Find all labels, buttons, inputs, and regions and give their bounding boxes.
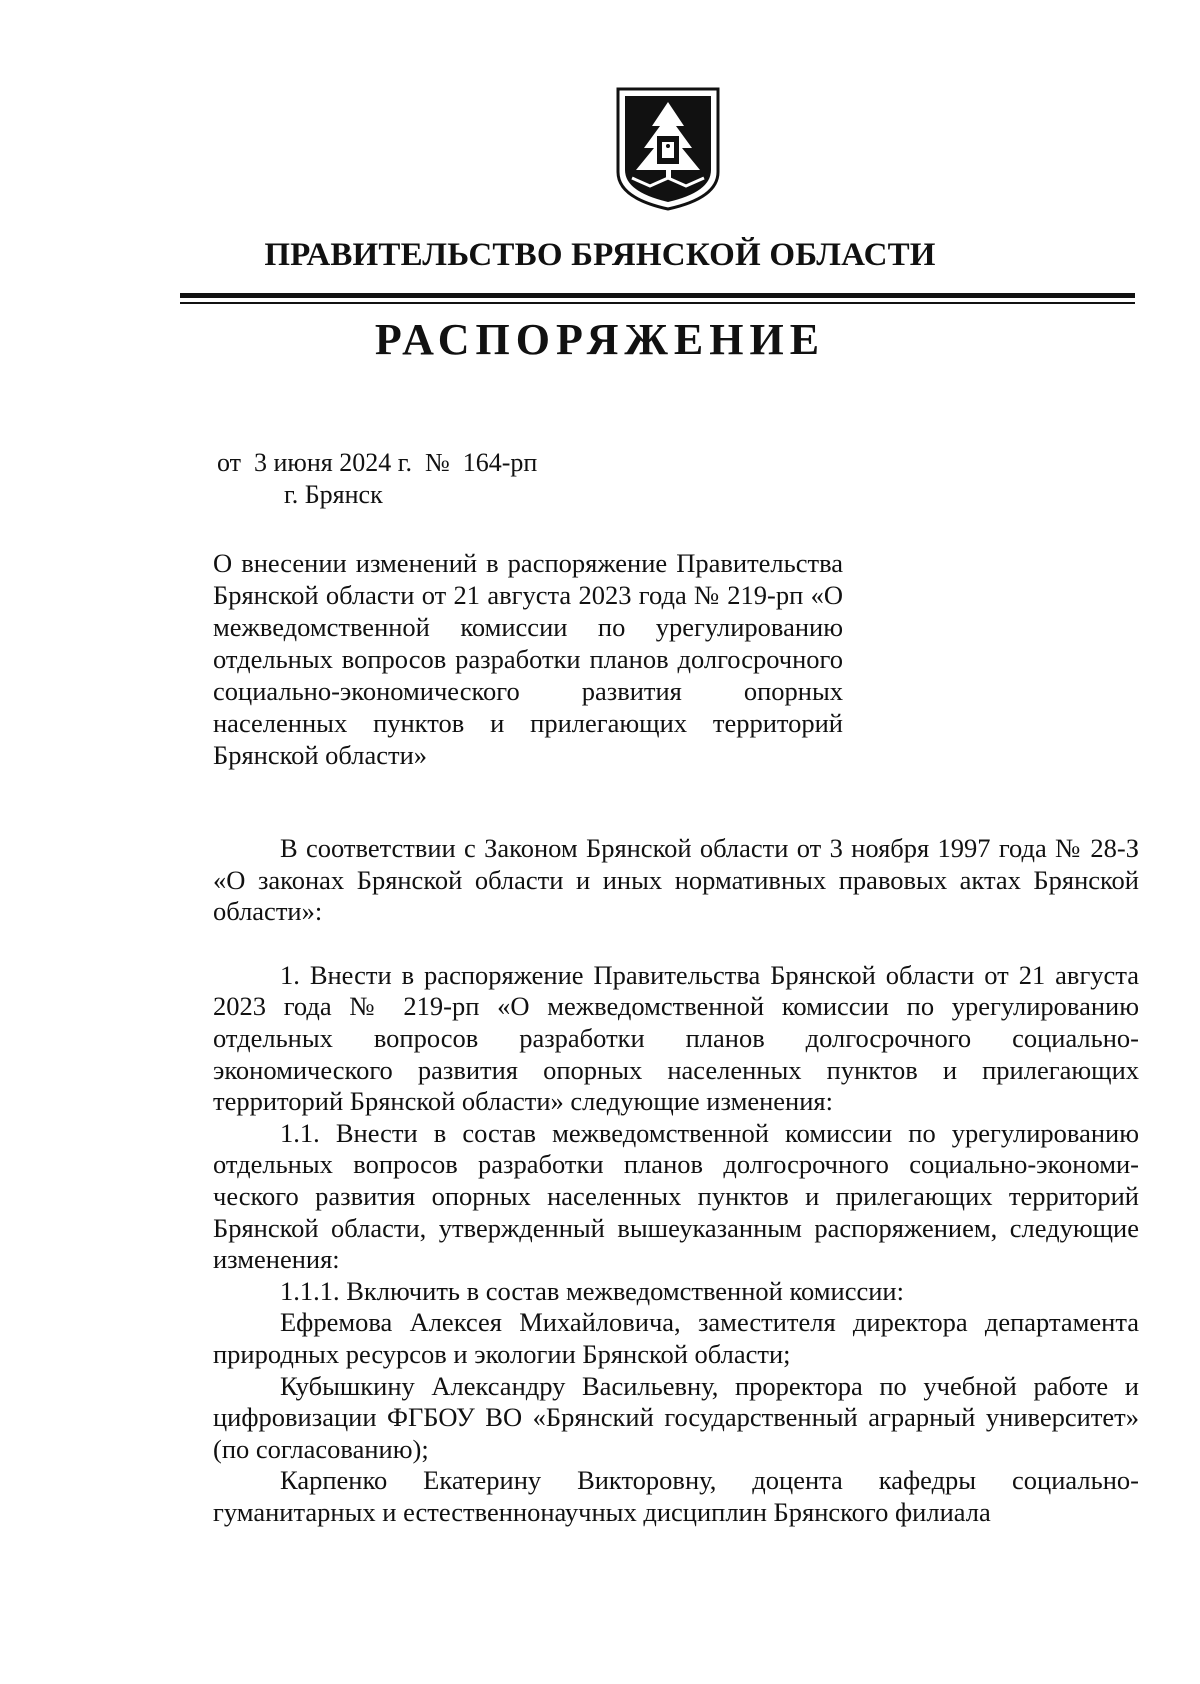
member-paragraph: Кубышкину Александру Васильевну, проректора по учебной работе и цифровизации ФГБОУ ВО «Брянский государственный аграрный университет» (по согласованию); xyxy=(213,1370,1139,1464)
header-rule-thin xyxy=(180,302,1135,304)
clause-1-1: 1.1. Внести в состав межведомственной комиссии по урегулированию отдельных вопросов разработки планов долгосрочного социально-экономического развития опорных населенных пунктов и прилегающих территорий Брянской области, утвержденный вышеуказанным распоряжением, следующие изменения: xyxy=(213,1117,1139,1275)
preamble-paragraph: В соответствии с Законом Брянской области от 3 ноября 1997 года № 28-З «О законах Брянской области и иных нормативных правовых актах Брянской области»: xyxy=(213,833,1139,927)
document-date-number: от 3 июня 2024 г. № 164-рп xyxy=(217,448,538,477)
document-type-title: РАСПОРЯЖЕНИЕ xyxy=(374,315,826,364)
coat-of-arms-icon xyxy=(614,86,722,212)
organization-title: ПРАВИТЕЛЬСТВО БРЯНСКОЙ ОБЛАСТИ xyxy=(264,237,936,273)
clause-1-1-1: 1.1.1. Включить в состав межведомственной комиссии: xyxy=(280,1275,904,1306)
clause-1: 1. Внести в распоряжение Правительства Брянской области от 21 августа 2023 года № 219-рп «О межведомственной комиссии по урегулированию отдельных вопросов разработки планов долгосрочного социально-экономического развития опорных населенных пунктов и прилегающих территорий Брянской области» следующие изменения: xyxy=(213,959,1139,1117)
header-rule-thick xyxy=(180,293,1135,298)
document-city: г. Брянск xyxy=(284,480,383,509)
document-subject: О внесении изменений в распоряжение Правительства Брянской области от 21 августа 2023 года № 219-рп «О межведомственной комиссии по урегулированию отдельных вопросов разработки планов долгосрочного социально-экономического развития опорных населенных пунктов и прилегающих территорий Брянской области» xyxy=(213,548,843,770)
document-body xyxy=(213,833,1139,1528)
member-paragraph: Карпенко Екатерину Викторовну, доцента кафедры социально-гуманитарных и естественнонаучных дисциплин Брянского филиала xyxy=(213,1465,1139,1527)
member-paragraph: Ефремова Алексея Михайловича, заместителя директора департамента природных ресурсов и экологии Брянской области; xyxy=(213,1307,1139,1369)
